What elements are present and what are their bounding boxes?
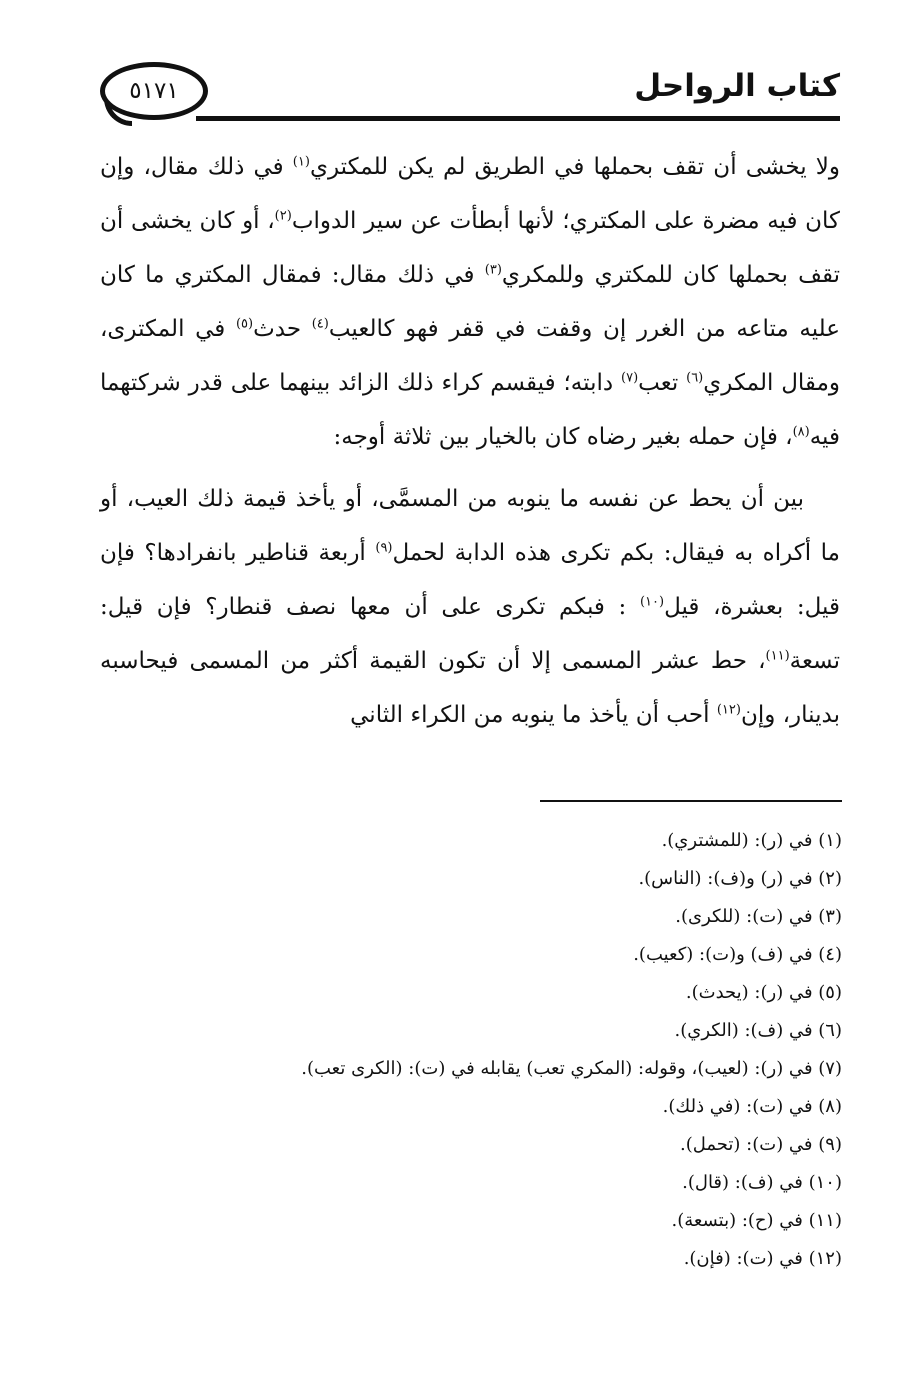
footnote-ref-marker: (٩) bbox=[375, 540, 393, 556]
page-header bbox=[0, 0, 920, 130]
footnote: (١٢) في (ت): (فإن). bbox=[683, 1248, 842, 1269]
footnote-ref-marker: (٥) bbox=[235, 316, 254, 332]
footnote: (١) في (ر): (للمشتري). bbox=[661, 830, 842, 851]
footnote: (٦) في (ف): (الكري). bbox=[674, 1020, 842, 1041]
footnotes-list bbox=[100, 822, 842, 1278]
footnote: (٣) في (ت): (للكرى). bbox=[675, 906, 842, 927]
text-run: تعب bbox=[638, 370, 687, 396]
footnote-ref-marker: (١٠) bbox=[639, 594, 665, 610]
footnote: (٩) في (ت): (تحمل). bbox=[680, 1134, 842, 1155]
text-run: أربعة قناطير بانفرادها؟ فإن قيل: بعشرة، قيل bbox=[100, 540, 840, 620]
footnote-ref-marker: (٧) bbox=[621, 370, 639, 386]
text-run: في ذلك مقال، وإن كان فيه مضرة على المكتري؛ لأنها أبطأت عن سير الدواب bbox=[100, 154, 840, 234]
footnote-ref-marker: (٤) bbox=[311, 316, 329, 332]
book-title: كتاب الرواحل bbox=[634, 68, 840, 104]
main-text bbox=[100, 140, 840, 742]
text-run: أحب أن يأخذ ما ينوبه من الكراء الثاني bbox=[350, 702, 717, 728]
footnote-ref-marker: (٢) bbox=[274, 208, 292, 224]
text-run: : فبكم تكرى على أن معها نصف قنطار؟ فإن قيل: تسعة bbox=[100, 594, 840, 674]
footnote: (٢) في (ر) و(ف): (الناس). bbox=[638, 868, 842, 889]
footnote-separator bbox=[540, 800, 842, 802]
text-run: دابته؛ فيقسم كراء ذلك الزائد بينهما على قدر شركتهما فيه bbox=[100, 370, 840, 450]
footnote-ref-marker: (١) bbox=[292, 154, 310, 170]
text-run: ، فإن حمله بغير رضاه كان بالخيار بين ثلاثة أوجه: bbox=[333, 424, 793, 450]
footnote-ref-marker: (١١) bbox=[765, 648, 790, 664]
paragraph bbox=[100, 140, 840, 464]
footnote: (٥) في (ر): (يحدث). bbox=[685, 982, 842, 1003]
text-run: ، أو كان يخشى أن تقف بحملها كان للمكتري وللمكري bbox=[100, 208, 841, 288]
text-run: في المكترى، ومقال المكري bbox=[100, 316, 840, 396]
text-run: في ذلك مقال: فمقال المكتري ما كان عليه متاعه من الغرر إن وقفت في قفر فهو كالعيب bbox=[100, 262, 840, 342]
footnote-ref-marker: (٣) bbox=[484, 262, 502, 278]
footnote: (٨) في (ت): (في ذلك). bbox=[662, 1096, 842, 1117]
paragraph bbox=[100, 472, 840, 742]
page-number: ٥١٧١ bbox=[129, 78, 179, 104]
footnote-ref-marker: (٨) bbox=[792, 424, 810, 440]
text-run: ولا يخشى أن تقف بحملها في الطريق لم يكن للمكتري bbox=[309, 154, 840, 180]
footnote: (٧) في (ر): (لعيب)، وقوله: (المكري تعب) يقابله في (ت): (الكرى تعب). bbox=[301, 1058, 842, 1079]
footnote-ref-marker: (١٢) bbox=[716, 702, 741, 718]
header-rule bbox=[196, 116, 840, 121]
text-run: حدث bbox=[253, 316, 312, 342]
page-number-badge bbox=[100, 62, 208, 120]
footnote-ref-marker: (٦) bbox=[686, 370, 704, 386]
text-run: ، حط عشر المسمى إلا أن تكون القيمة أكثر من المسمى فيحاسبه بدينار، وإن bbox=[100, 648, 840, 728]
footnote: (٤) في (ف) و(ت): (كعيب). bbox=[633, 944, 842, 965]
footnote: (١٠) في (ف): (قال). bbox=[682, 1172, 842, 1193]
text-run: بين أن يحط عن نفسه ما ينوبه من المسمَّى، أو يأخذ قيمة ذلك العيب، أو ما أكراه به فيقال: بكم تكرى هذه الدابة لحمل bbox=[100, 486, 840, 566]
footnote: (١١) في (ح): (بتسعة). bbox=[671, 1210, 842, 1231]
